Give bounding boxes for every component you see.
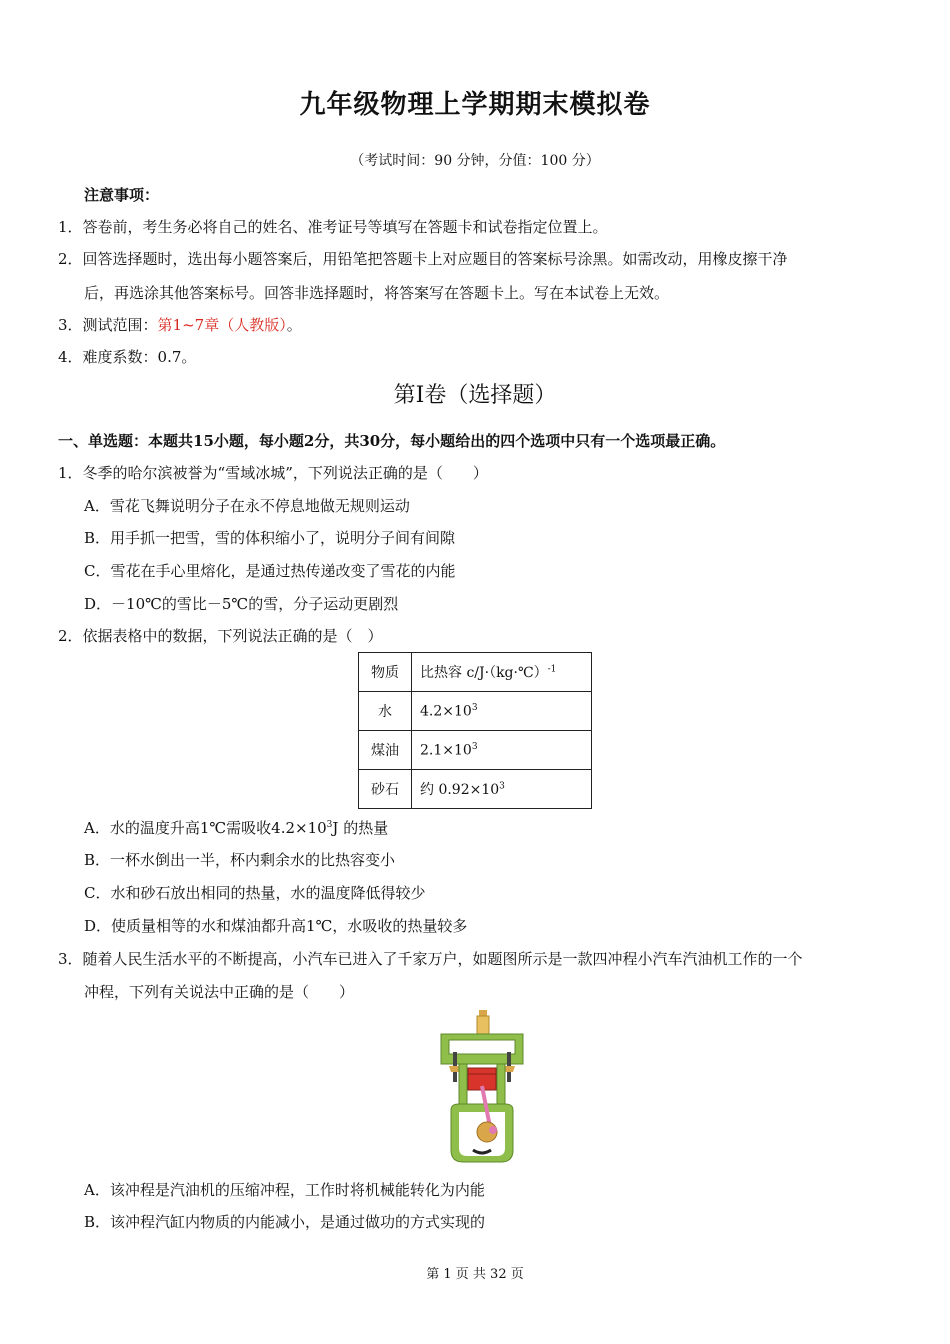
note-item-3-suffix: 。 (286, 316, 302, 334)
q3-option-b: B．该冲程汽缸内物质的内能减小，是通过做功的方式实现的 (84, 1213, 486, 1231)
q2-option-a-exponent: 3 (326, 820, 333, 830)
value-text: 2.1×10 (420, 742, 472, 759)
table-cell-substance: 砂石 (359, 770, 412, 809)
combustion-chamber (449, 1040, 515, 1054)
note-item-3-prefix: 3．测试范围： (58, 316, 158, 334)
note-item-4: 4．难度系数：0.7。 (58, 348, 197, 366)
q2-option-d: D．使质量相等的水和煤油都升高1℃，水吸收的热量较多 (84, 917, 468, 935)
value-text: 约 0.92×10 (420, 782, 500, 798)
value-exponent: 3 (471, 741, 478, 752)
heat-capacity-exponent: -1 (547, 664, 557, 675)
q1-option-c: C．雪花在手心里熔化，是通过热传递改变了雪花的内能 (84, 562, 456, 580)
q2-stem: 2．依据表格中的数据，下列说法正确的是（ ） (58, 627, 383, 645)
q3-stem-line-2: 冲程，下列有关说法中正确的是（ ） (84, 983, 355, 1001)
table-row (359, 692, 592, 731)
q1-option-b: B．用手抓一把雪，雪的体积缩小了，说明分子间有间隙 (84, 529, 456, 547)
specific-heat-table (358, 652, 592, 809)
value-exponent: 3 (499, 781, 505, 792)
table-header-row (359, 653, 592, 692)
q1-stem: 1．冬季的哈尔滨被誉为“雪域冰城”，下列说法正确的是（ ） (58, 464, 488, 482)
table-header-heat-capacity (412, 653, 592, 692)
table-row (359, 731, 592, 770)
table-row (359, 770, 592, 809)
test-scope: 第1~7章（人教版） (157, 316, 287, 334)
table-cell-value (412, 770, 592, 809)
value-exponent: 3 (471, 702, 478, 713)
crank-pin (489, 1126, 497, 1134)
part1-heading: 一、单选题：本题共15小题，每小题2分，共30分，每小题给出的四个选项中只有一个选项最正确。 (58, 432, 726, 450)
note-item-3 (58, 314, 302, 335)
q3-option-a: A．该冲程是汽油机的压缩冲程，工作时将机械能转化为内能 (84, 1181, 485, 1199)
heat-capacity-label: 比热容 c/J·（kg·℃） (420, 665, 548, 681)
exam-info: （考试时间：90 分钟，分值：100 分） (350, 153, 600, 169)
q3-stem-line-1: 3．随着人民生活水平的不断提高，小汽车已进入了千家万户，如题图所示是一款四冲程小汽车汽油机工作的一个 (58, 950, 803, 968)
q2-option-a-unit: J 的热量 (332, 819, 389, 837)
engine-stroke-diagram (437, 1008, 527, 1166)
table-cell-substance: 水 (359, 692, 412, 731)
note-item-2-line-1: 2．回答选择题时，选出每小题答案后，用铅笔把答题卡上对应题目的答案标号涂黑。如需改动，用橡皮擦干净 (58, 250, 788, 268)
q2-option-a-text: A．水的温度升高1℃需吸收4.2×10 (84, 819, 327, 837)
page-footer: 第 1 页 共 32 页 (426, 1267, 524, 1282)
q2-option-b: B．一杯水倒出一半，杯内剩余水的比热容变小 (84, 851, 396, 869)
value-text: 4.2×10 (420, 703, 472, 720)
table-cell-substance: 煤油 (359, 731, 412, 770)
spark-plug (477, 1016, 489, 1034)
notes-heading: 注意事项： (84, 186, 160, 204)
page-title: 九年级物理上学期期末模拟卷 (299, 90, 651, 120)
note-item-1: 1．答卷前，考生务必将自己的姓名、准考证号等填写在答题卡和试卷指定位置上。 (58, 218, 608, 236)
section-title: 第I卷（选择题） (393, 383, 557, 408)
q2-option-c: C．水和砂石放出相同的热量，水的温度降低得较少 (84, 884, 426, 902)
table-cell-value (412, 731, 592, 770)
q2-option-a (84, 817, 388, 838)
table-header-substance: 物质 (359, 653, 412, 692)
table-cell-value (412, 692, 592, 731)
q1-option-a: A．雪花飞舞说明分子在永不停息地做无规则运动 (84, 497, 410, 515)
note-item-2-line-2: 后，再选涂其他答案标号。回答非选择题时，将答案写在答题卡上。写在本试卷上无效。 (84, 284, 670, 302)
q1-option-d: D．－10℃的雪比－5℃的雪，分子运动更剧烈 (84, 595, 399, 613)
spark-plug-tip (479, 1010, 487, 1016)
